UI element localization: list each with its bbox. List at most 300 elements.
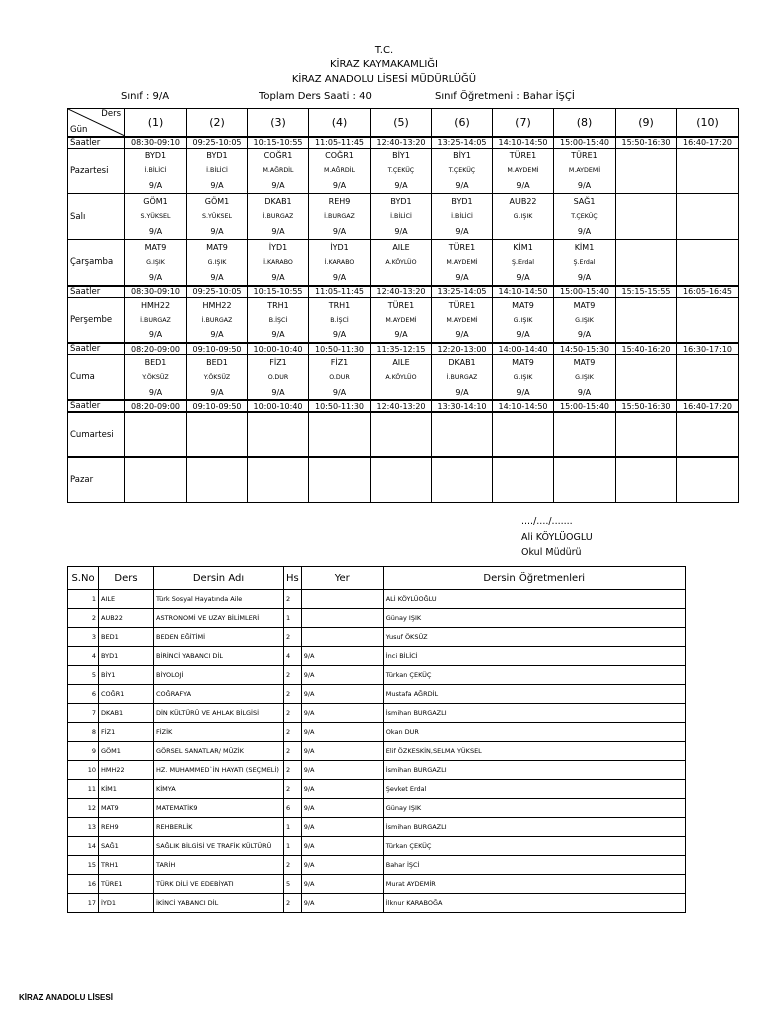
lesson-code: TÜRE1 xyxy=(371,297,432,312)
lesson-teacher xyxy=(677,255,739,270)
times-row-label: Saatler xyxy=(68,343,125,355)
lesson-class: 9/A xyxy=(248,270,309,285)
lesson-hours: 6 xyxy=(284,799,302,818)
period-time: 14:10-14:50 xyxy=(493,400,554,412)
lesson-code: REH9 xyxy=(99,818,154,837)
lesson-code: BED1 xyxy=(125,355,187,370)
lesson-teacher: Ş.Erdal xyxy=(493,255,554,270)
day-row xyxy=(68,194,739,209)
lesson-teacher xyxy=(677,370,739,385)
lesson-class: 9/A xyxy=(309,270,371,285)
lesson-class: 9/A xyxy=(125,179,187,194)
period-time: 10:00-10:40 xyxy=(248,343,309,355)
lesson-name: COĞRAFYA xyxy=(154,685,284,704)
lesson-teacher: M.AĞRDİL xyxy=(309,163,371,178)
period-time: 12:40-13:20 xyxy=(371,286,432,298)
lesson-name: BİRİNCİ YABANCI DİL xyxy=(154,647,284,666)
lesson-teacher: S.YÜKSEL xyxy=(187,209,248,224)
lesson-teachers: Okan DUR xyxy=(383,723,685,742)
lesson-location: 9/A xyxy=(301,837,383,856)
lessons-table xyxy=(67,566,686,913)
lesson-code: MAT9 xyxy=(493,355,554,370)
lesson-teacher: G.IŞIK xyxy=(554,370,616,385)
lesson-teacher xyxy=(616,163,677,178)
lesson-class xyxy=(616,385,677,400)
table-row xyxy=(68,761,686,780)
period-time: 08:20-09:00 xyxy=(125,400,187,412)
header-hs: Hs xyxy=(284,567,302,590)
lesson-teachers: İsmihan BURGAZLI xyxy=(383,761,685,780)
lesson-code: COĞR1 xyxy=(99,685,154,704)
lesson-code: İYD1 xyxy=(99,894,154,913)
lesson-class: 9/A xyxy=(554,270,616,285)
lesson-teacher: A.KÖYLÜO xyxy=(371,370,432,385)
day-row xyxy=(68,255,739,270)
lesson-class: 9/A xyxy=(187,270,248,285)
lesson-code: FİZ1 xyxy=(248,355,309,370)
lesson-teachers: Türkan ÇEKÜÇ xyxy=(383,666,685,685)
period-header: (9) xyxy=(616,109,677,137)
lesson-code: KİM1 xyxy=(493,240,554,255)
lesson-class: 9/A xyxy=(187,179,248,194)
lesson-class xyxy=(616,328,677,343)
lesson-location: 9/A xyxy=(301,723,383,742)
lesson-class: 9/A xyxy=(371,179,432,194)
lesson-teacher: G.IŞIK xyxy=(493,312,554,327)
lesson-class: 9/A xyxy=(125,270,187,285)
lesson-class: 9/A xyxy=(187,328,248,343)
table-row xyxy=(68,628,686,647)
empty-slot xyxy=(493,412,554,457)
period-time: 13:25-14:05 xyxy=(432,286,493,298)
period-time: 09:10-09:50 xyxy=(187,400,248,412)
footer-school-name: KİRAZ ANADOLU LİSESİ xyxy=(19,993,113,1002)
lesson-teacher: M.AYDEMİ xyxy=(493,163,554,178)
period-time: 09:10-09:50 xyxy=(187,343,248,355)
lesson-class: 9/A xyxy=(493,385,554,400)
lesson-hours: 2 xyxy=(284,666,302,685)
header-yer: Yer xyxy=(301,567,383,590)
lesson-code: REH9 xyxy=(309,194,371,209)
period-time: 14:50-15:30 xyxy=(554,343,616,355)
lesson-code: TRH1 xyxy=(309,297,371,312)
principal-name: Ali KÖYLÜOGLU xyxy=(521,532,593,543)
period-time: 15:00-15:40 xyxy=(554,286,616,298)
lesson-teacher: İ.KARABO xyxy=(309,255,371,270)
lesson-code: TRH1 xyxy=(248,297,309,312)
lesson-teacher: M.AYDEMİ xyxy=(554,163,616,178)
lesson-class: 9/A xyxy=(309,328,371,343)
lesson-location: 9/A xyxy=(301,894,383,913)
lesson-code: KİM1 xyxy=(99,780,154,799)
lesson-name: BEDEN EĞİTİMİ xyxy=(154,628,284,647)
lesson-name: TÜRK DİLİ VE EDEBİYATI xyxy=(154,875,284,894)
lesson-teacher: B.İŞCİ xyxy=(309,312,371,327)
lesson-hours: 2 xyxy=(284,780,302,799)
period-header: (10) xyxy=(677,109,739,137)
lesson-class: 9/A xyxy=(248,224,309,239)
period-header-row xyxy=(68,109,739,137)
lesson-location: 9/A xyxy=(301,647,383,666)
day-name: Cumartesi xyxy=(68,412,125,457)
header-kaymakamlik: KİRAZ KAYMAKAMLIĞI xyxy=(329,59,438,70)
lesson-teacher: İ.KARABO xyxy=(248,255,309,270)
lesson-hours: 2 xyxy=(284,723,302,742)
lesson-name: MATEMATİK9 xyxy=(154,799,284,818)
lesson-code: AUB22 xyxy=(99,609,154,628)
row-number: 9 xyxy=(68,742,99,761)
lesson-location: 9/A xyxy=(301,685,383,704)
lesson-teachers: Türkan ÇEKÜÇ xyxy=(383,837,685,856)
empty-slot xyxy=(677,457,739,502)
period-time: 16:40-17:20 xyxy=(677,137,739,149)
table-row xyxy=(68,742,686,761)
lesson-hours: 2 xyxy=(284,685,302,704)
lesson-teachers: ALİ KÖYLÜOĞLU xyxy=(383,590,685,609)
lesson-hours: 2 xyxy=(284,704,302,723)
lesson-class: 9/A xyxy=(493,179,554,194)
lesson-class: 9/A xyxy=(125,328,187,343)
day-row xyxy=(68,385,739,400)
lesson-code: TÜRE1 xyxy=(493,148,554,163)
row-number: 11 xyxy=(68,780,99,799)
period-time: 16:05-16:45 xyxy=(677,286,739,298)
period-time: 08:20-09:00 xyxy=(125,343,187,355)
lesson-teacher xyxy=(616,209,677,224)
lesson-teachers: İlknur KARABOĞA xyxy=(383,894,685,913)
period-header: (3) xyxy=(248,109,309,137)
period-time: 12:40-13:20 xyxy=(371,400,432,412)
lesson-teacher: O.DUR xyxy=(309,370,371,385)
lesson-teacher: G.IŞIK xyxy=(187,255,248,270)
period-time: 14:10-14:50 xyxy=(493,137,554,149)
period-time: 11:05-11:45 xyxy=(309,137,371,149)
lesson-teachers: Mustafa AĞRDİL xyxy=(383,685,685,704)
day-row xyxy=(68,209,739,224)
empty-day-row xyxy=(68,412,739,457)
lesson-class: 9/A xyxy=(187,385,248,400)
lesson-class: 9/A xyxy=(432,385,493,400)
table-row xyxy=(68,647,686,666)
day-row xyxy=(68,224,739,239)
corner-ders-label: Ders xyxy=(101,109,121,120)
empty-slot xyxy=(554,412,616,457)
lesson-location xyxy=(301,609,383,628)
lesson-code: HMH22 xyxy=(187,297,248,312)
table-row xyxy=(68,780,686,799)
day-name: Cuma xyxy=(68,355,125,401)
row-number: 17 xyxy=(68,894,99,913)
lesson-hours: 2 xyxy=(284,590,302,609)
lesson-code: FİZ1 xyxy=(309,355,371,370)
lesson-name: HZ. MUHAMMED`İN HAYATI (SEÇMELİ) xyxy=(154,761,284,780)
header-tc: T.C. xyxy=(374,45,394,56)
lesson-teacher: İ.BURGAZ xyxy=(309,209,371,224)
row-number: 4 xyxy=(68,647,99,666)
lesson-code: BİY1 xyxy=(99,666,154,685)
lesson-code: KİM1 xyxy=(554,240,616,255)
lesson-hours: 2 xyxy=(284,628,302,647)
times-row-label: Saatler xyxy=(68,137,125,149)
day-row xyxy=(68,270,739,285)
lesson-name: İKİNCİ YABANCI DİL xyxy=(154,894,284,913)
day-name: Perşembe xyxy=(68,297,125,343)
lesson-code: GÖM1 xyxy=(99,742,154,761)
lesson-teachers: Yusuf ÖKSÜZ xyxy=(383,628,685,647)
period-time: 16:40-17:20 xyxy=(677,400,739,412)
lesson-code: MAT9 xyxy=(493,297,554,312)
lesson-location xyxy=(301,628,383,647)
lesson-teacher: G.IŞIK xyxy=(493,370,554,385)
empty-slot xyxy=(371,457,432,502)
lesson-teacher: G.IŞIK xyxy=(493,209,554,224)
lesson-teacher: T.ÇEKÜÇ xyxy=(554,209,616,224)
row-number: 5 xyxy=(68,666,99,685)
lesson-class xyxy=(616,270,677,285)
class-teacher: Sınıf Öğretmeni : Bahar İŞÇİ xyxy=(435,91,575,102)
row-number: 1 xyxy=(68,590,99,609)
period-time: 14:00-14:40 xyxy=(493,343,554,355)
lesson-code: DKAB1 xyxy=(248,194,309,209)
empty-slot xyxy=(554,457,616,502)
day-row xyxy=(68,328,739,343)
lesson-code xyxy=(677,148,739,163)
row-number: 15 xyxy=(68,856,99,875)
row-number: 8 xyxy=(68,723,99,742)
lesson-code xyxy=(677,240,739,255)
header-dersin-adi: Dersin Adı xyxy=(154,567,284,590)
lesson-code xyxy=(616,297,677,312)
lesson-teacher xyxy=(616,312,677,327)
lesson-code: HMH22 xyxy=(99,761,154,780)
lesson-name: BİYOLOJİ xyxy=(154,666,284,685)
lesson-code xyxy=(616,194,677,209)
lesson-teachers: Günay IŞIK xyxy=(383,609,685,628)
lesson-teacher: G.IŞIK xyxy=(125,255,187,270)
lesson-code: COĞR1 xyxy=(309,148,371,163)
lesson-teachers: Şevket Erdal xyxy=(383,780,685,799)
lesson-class: 9/A xyxy=(371,224,432,239)
lesson-code: AILE xyxy=(371,355,432,370)
lesson-teacher xyxy=(677,209,739,224)
lesson-class: 9/A xyxy=(371,328,432,343)
lesson-class xyxy=(616,179,677,194)
lesson-teacher: İ.BURGAZ xyxy=(432,370,493,385)
lesson-code: COĞR1 xyxy=(248,148,309,163)
period-header: (4) xyxy=(309,109,371,137)
period-time: 15:50-16:30 xyxy=(616,137,677,149)
lesson-class: 9/A xyxy=(493,270,554,285)
empty-slot xyxy=(125,457,187,502)
lesson-class: 9/A xyxy=(248,179,309,194)
lesson-code: TÜRE1 xyxy=(432,240,493,255)
table-row xyxy=(68,704,686,723)
lesson-class: 9/A xyxy=(493,328,554,343)
lesson-location: 9/A xyxy=(301,742,383,761)
lesson-code: GÖM1 xyxy=(125,194,187,209)
period-time: 14:10-14:50 xyxy=(493,286,554,298)
total-hours-label: Toplam Ders Saati : xyxy=(259,91,356,102)
table-row xyxy=(68,856,686,875)
lesson-teacher: Y.ÖKSÜZ xyxy=(187,370,248,385)
day-row xyxy=(68,355,739,370)
lesson-teachers: İnci BİLİCİ xyxy=(383,647,685,666)
lesson-code: AILE xyxy=(371,240,432,255)
lesson-class: 9/A xyxy=(309,385,371,400)
lesson-code: SAĞ1 xyxy=(99,837,154,856)
day-row xyxy=(68,370,739,385)
day-row xyxy=(68,312,739,327)
lesson-code: TÜRE1 xyxy=(99,875,154,894)
lesson-location: 9/A xyxy=(301,875,383,894)
lesson-hours: 1 xyxy=(284,818,302,837)
period-header: (6) xyxy=(432,109,493,137)
row-number: 10 xyxy=(68,761,99,780)
period-time: 10:50-11:30 xyxy=(309,400,371,412)
lesson-class: 9/A xyxy=(309,224,371,239)
period-time: 13:30-14:10 xyxy=(432,400,493,412)
lesson-code: MAT9 xyxy=(125,240,187,255)
day-name: Pazartesi xyxy=(68,148,125,194)
row-number: 7 xyxy=(68,704,99,723)
signature-date: ..../..../....... xyxy=(521,516,573,527)
lesson-code: AILE xyxy=(99,590,154,609)
lesson-class: 9/A xyxy=(554,224,616,239)
period-time: 15:50-16:30 xyxy=(616,400,677,412)
empty-slot xyxy=(248,457,309,502)
times-row-label: Saatler xyxy=(68,400,125,412)
lesson-teacher: İ.BURGAZ xyxy=(187,312,248,327)
row-number: 2 xyxy=(68,609,99,628)
row-number: 3 xyxy=(68,628,99,647)
corner-cell xyxy=(68,109,125,137)
period-time: 09:25-10:05 xyxy=(187,286,248,298)
row-number: 16 xyxy=(68,875,99,894)
period-time: 08:30-09:10 xyxy=(125,137,187,149)
lesson-class: 9/A xyxy=(309,179,371,194)
lesson-name: Türk Sosyal Hayatında Aile xyxy=(154,590,284,609)
period-time: 10:15-10:55 xyxy=(248,137,309,149)
lesson-class: 9/A xyxy=(432,328,493,343)
times-row xyxy=(68,343,739,355)
lesson-hours: 2 xyxy=(284,761,302,780)
lesson-class: 9/A xyxy=(554,179,616,194)
lesson-teacher: G.IŞIK xyxy=(554,312,616,327)
lesson-class xyxy=(371,270,432,285)
lesson-class xyxy=(677,328,739,343)
lesson-code: BYD1 xyxy=(432,194,493,209)
lesson-teacher: İ.BİLİCİ xyxy=(371,209,432,224)
day-row xyxy=(68,297,739,312)
lesson-teacher: İ.BURGAZ xyxy=(248,209,309,224)
lesson-code xyxy=(616,355,677,370)
lesson-teacher xyxy=(677,163,739,178)
total-hours xyxy=(259,91,372,102)
lesson-code: FİZ1 xyxy=(99,723,154,742)
period-time: 11:35-12:15 xyxy=(371,343,432,355)
lesson-code xyxy=(616,148,677,163)
period-time: 15:00-15:40 xyxy=(554,137,616,149)
lesson-teacher: İ.BİLİCİ xyxy=(187,163,248,178)
empty-slot xyxy=(248,412,309,457)
row-number: 14 xyxy=(68,837,99,856)
lesson-code: BYD1 xyxy=(371,194,432,209)
period-time: 12:20-13:00 xyxy=(432,343,493,355)
lesson-code xyxy=(616,240,677,255)
lesson-code: DKAB1 xyxy=(432,355,493,370)
lesson-teachers: Günay IŞIK xyxy=(383,799,685,818)
lesson-code: AUB22 xyxy=(493,194,554,209)
period-time: 10:50-11:30 xyxy=(309,343,371,355)
lesson-name: KİMYA xyxy=(154,780,284,799)
header-school: KİRAZ ANADOLU LİSESİ MÜDÜRLÜĞÜ xyxy=(291,74,477,85)
lesson-code: TRH1 xyxy=(99,856,154,875)
principal-title: Okul Müdürü xyxy=(521,547,582,558)
table-row xyxy=(68,799,686,818)
lesson-teacher: M.AYDEMİ xyxy=(432,312,493,327)
lesson-code: MAT9 xyxy=(99,799,154,818)
period-time: 13:25-14:05 xyxy=(432,137,493,149)
lesson-code xyxy=(677,355,739,370)
lesson-name: REHBERLİK xyxy=(154,818,284,837)
lesson-class xyxy=(677,179,739,194)
row-number: 6 xyxy=(68,685,99,704)
empty-slot xyxy=(309,412,371,457)
weekly-schedule-table xyxy=(67,108,739,503)
period-header: (5) xyxy=(371,109,432,137)
lesson-teacher: İ.BİLİCİ xyxy=(125,163,187,178)
lesson-teachers: Murat AYDEMİR xyxy=(383,875,685,894)
corner-gun-label: Gün xyxy=(70,125,88,136)
lesson-class xyxy=(677,270,739,285)
empty-slot xyxy=(187,412,248,457)
empty-slot xyxy=(616,457,677,502)
period-time: 15:40-16:20 xyxy=(616,343,677,355)
period-time: 16:30-17:10 xyxy=(677,343,739,355)
lesson-location: 9/A xyxy=(301,761,383,780)
total-hours-value: 40 xyxy=(359,91,372,102)
lesson-code: MAT9 xyxy=(554,355,616,370)
table-row xyxy=(68,666,686,685)
lesson-teacher: M.AĞRDİL xyxy=(248,163,309,178)
lesson-code: BİY1 xyxy=(371,148,432,163)
lesson-teacher: B.İŞCİ xyxy=(248,312,309,327)
lesson-teacher xyxy=(616,255,677,270)
header-sno: S.No xyxy=(68,567,99,590)
lesson-code: HMH22 xyxy=(125,297,187,312)
period-time: 12:40-13:20 xyxy=(371,137,432,149)
lesson-teacher: T.ÇEKÜÇ xyxy=(371,163,432,178)
lesson-code: İYD1 xyxy=(309,240,371,255)
lesson-class: 9/A xyxy=(554,328,616,343)
lesson-code: MAT9 xyxy=(554,297,616,312)
lesson-name: ASTRONOMİ VE UZAY BİLİMLERİ xyxy=(154,609,284,628)
lesson-teacher: Ş.Erdal xyxy=(554,255,616,270)
lesson-name: SAĞLIK BİLGİSİ VE TRAFİK KÜLTÜRÜ xyxy=(154,837,284,856)
header-ders: Ders xyxy=(99,567,154,590)
lesson-class xyxy=(677,385,739,400)
empty-slot xyxy=(677,412,739,457)
lesson-code: BYD1 xyxy=(187,148,248,163)
empty-slot xyxy=(616,412,677,457)
empty-slot xyxy=(187,457,248,502)
lesson-class xyxy=(371,385,432,400)
lesson-code: BYD1 xyxy=(125,148,187,163)
period-time: 08:30-09:10 xyxy=(125,286,187,298)
period-time: 11:05-11:45 xyxy=(309,286,371,298)
lesson-hours: 2 xyxy=(284,742,302,761)
lesson-code: BYD1 xyxy=(99,647,154,666)
